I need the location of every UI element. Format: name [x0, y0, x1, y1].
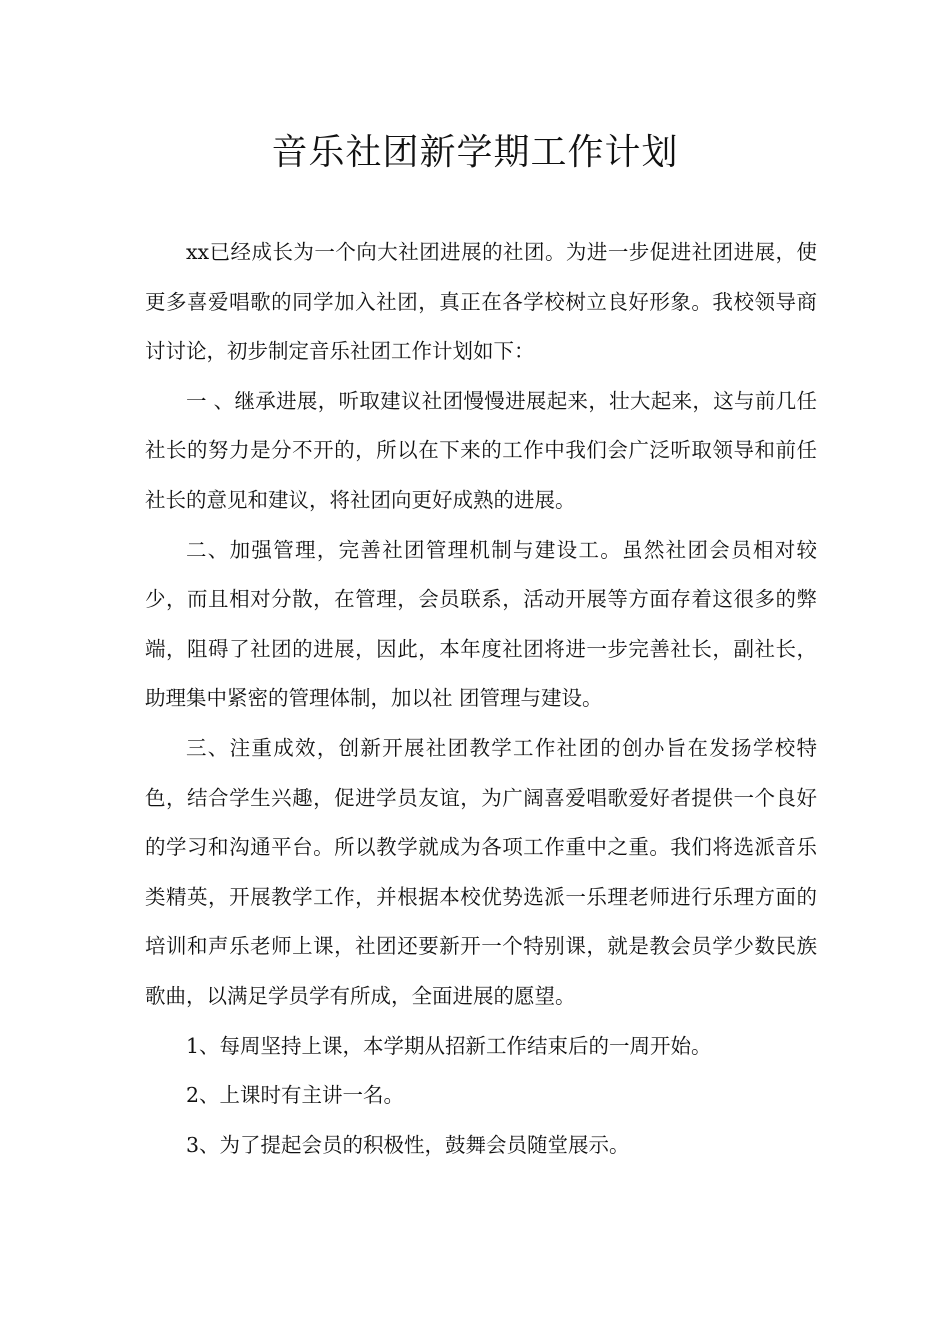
- document-title: 音乐社团新学期工作计划: [271, 132, 679, 173]
- paragraph-intro: xx已经成长为一个向大社团进展的社团。为进一步促进社团进展，使更多喜爱唱歌的同学加入社团，真正在各学校树立良好形象。我校领导商讨讨论，初步制定音乐社团工作计划如下：: [145, 240, 817, 364]
- document-body: [145, 228, 817, 1170]
- list-item-3: 3、为了提起会员的积极性，鼓舞会员随堂展示。: [186, 1132, 630, 1157]
- list-item-2: 2、上课时有主讲一名。: [186, 1083, 405, 1108]
- paragraph-section-3: 三、注重成效，创新开展社团教学工作社团的创办旨在发扬学校特色，结合学生兴趣，促进学员友谊，为广阔喜爱唱歌爱好者提供一个良好的学习和沟通平台。所以教学就成为各项工作重中之重。我们将选派音乐类精英，开展教学工作，并根据本校优势选派一乐理老师进行乐理方面的培训和声乐老师上课，社团还要新开一个特别课，就是教会员学少数民族歌曲，以满足学员学有所成，全面进展的愿望。: [145, 735, 817, 1008]
- paragraph-section-1: 一 、继承进展，听取建议社团慢慢进展起来，壮大起来，这与前几任社长的努力是分不开的，所以在下来的工作中我们会广泛听取领导和前任社长的意见和建议，将社团向更好成熟的进展。: [145, 388, 817, 512]
- list-item-1: 1、每周坚持上课，本学期从招新工作结束后的一周开始。: [186, 1033, 712, 1058]
- paragraph-section-2: 二、加强管理，完善社团管理机制与建设工。虽然社团会员相对较少，而且相对分散，在管理，会员联系，活动开展等方面存着这很多的弊端，阻碍了社团的进展，因此，本年度社团将进一步完善社长，副社长，助理集中紧密的管理体制，加以社 团管理与建设。: [145, 537, 817, 711]
